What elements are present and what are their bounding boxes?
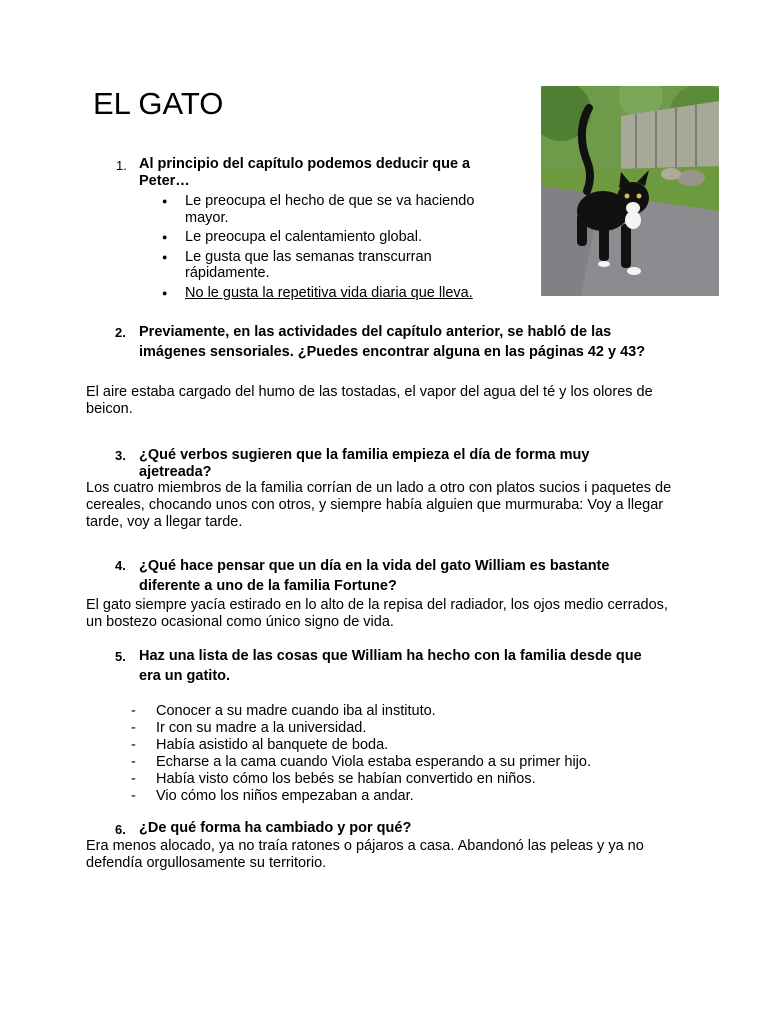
option-text: No le gusta la repetitiva vida diaria que lleva. [185,284,473,301]
list-item: - Conocer a su madre cuando iba al instituto. [131,703,691,720]
question-3-number: 3. [115,448,126,463]
cat-photo-icon [541,86,719,296]
question-3-text: ¿Qué verbos sugieren que la familia empieza el día de forma muy ajetreada? [139,447,590,480]
list-item: - Había asistido al banquete de boda. [131,737,691,754]
question-2-answer: El aire estaba cargado del humo de las tostadas, el vapor del agua del té y los olores de beicon. [86,384,653,417]
option-text: Le preocupa el calentamiento global. [185,229,422,245]
cat-photo [541,86,719,296]
option-text: Le gusta que las semanas transcurran rápidamente. [185,248,432,281]
question-1-option-selected [162,285,502,302]
question-6-text: ¿De qué forma ha cambiado y por qué? [139,820,412,836]
question-1-option [162,229,502,246]
question-4-number: 4. [115,558,126,573]
question-4-answer: El gato siempre yacía estirado en lo alto de la repisa del radiador, los ojos medio cerrados, un bostezo ocasional como único signo de vida. [86,597,668,630]
question-6-number: 6. [115,822,126,837]
question-2-text: Previamente, en las actividades del capítulo anterior, se habló de las imágenes sensoriales. ¿Puedes encontrar alguna en las páginas 42 y 43? [139,324,646,360]
question-4-text: ¿Qué hace pensar que un día en la vida del gato William es bastante diferente a uno de la familia Fortune? [139,558,610,594]
question-1-option [162,249,502,282]
document-title: EL GATO [93,86,224,121]
question-1-number: 1. [116,158,127,173]
question-2-number: 2. [115,325,126,340]
question-5-list [131,703,691,805]
option-text: Le preocupa el hecho de que se va haciendo mayor. [185,193,475,226]
list-item: - Echarse a la cama cuando Viola estaba esperando a su primer hijo. [131,754,691,771]
question-1-options [162,193,502,304]
question-3-answer: Los cuatro miembros de la familia corrían de un lado a otro con platos sucios i paquetes de cereales, chocando unos con otros, y siempre había alguien que murmuraba: Voy a llegar tarde, voy a llegar tarde. [86,480,672,530]
list-item: - Ir con su madre a la universidad. [131,720,691,737]
question-5-text: Haz una lista de las cosas que William ha hecho con la familia desde que era un gatito. [139,648,642,684]
question-1-text: Al principio del capítulo podemos deducir que a Peter… [139,156,471,189]
question-5-number: 5. [115,649,126,664]
question-1-option [162,193,502,226]
list-item: - Había visto cómo los bebés se habían convertido en niños. [131,771,691,788]
question-6-answer: Era menos alocado, ya no traía ratones o pájaros a casa. Abandonó las peleas y ya no defendía orgullosamente su territorio. [86,838,644,871]
list-item: - Vio cómo los niños empezaban a andar. [131,788,691,805]
